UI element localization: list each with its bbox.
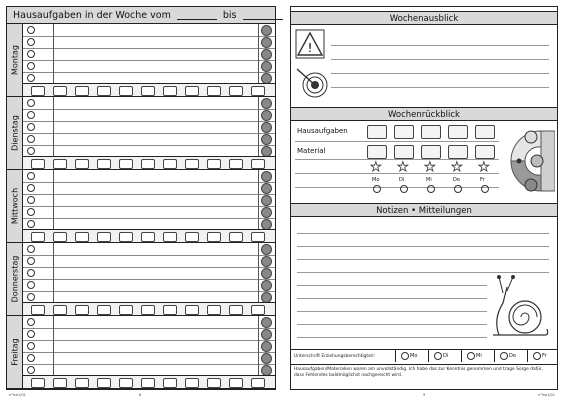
- star-icon[interactable]: ★: [424, 160, 436, 175]
- done-checkbox[interactable]: [27, 318, 35, 326]
- attention-icon: [295, 29, 325, 59]
- column-line: [258, 109, 259, 121]
- done-checkbox[interactable]: [27, 147, 35, 155]
- column-line: [53, 97, 54, 109]
- column-line: [53, 316, 54, 328]
- done-checkbox[interactable]: [27, 50, 35, 58]
- week-from-field[interactable]: [177, 11, 217, 20]
- day-block: [7, 24, 275, 97]
- done-checkbox[interactable]: [27, 269, 35, 277]
- material-icon[interactable]: [141, 305, 155, 315]
- done-checkbox[interactable]: [27, 123, 35, 131]
- note-line[interactable]: [297, 246, 549, 247]
- material-icon[interactable]: [141, 86, 155, 96]
- column-line: [53, 328, 54, 340]
- material-icon[interactable]: [31, 305, 45, 315]
- wochenausblick-title: Wochenausblick: [389, 14, 459, 24]
- material-icon[interactable]: [141, 159, 155, 169]
- column-line: [258, 340, 259, 352]
- weekday-circle[interactable]: [373, 185, 381, 193]
- done-checkbox[interactable]: [27, 330, 35, 338]
- done-checkbox[interactable]: [27, 172, 35, 180]
- material-icon[interactable]: [31, 378, 45, 388]
- star-icon[interactable]: ★: [370, 160, 382, 175]
- material-icon[interactable]: [53, 86, 67, 96]
- column-line: [53, 255, 54, 267]
- ausblick-line[interactable]: [331, 87, 549, 88]
- material-icon[interactable]: [185, 305, 199, 315]
- material-icon[interactable]: [119, 378, 133, 388]
- column-line: [53, 243, 54, 255]
- weekday-circle[interactable]: [427, 185, 435, 193]
- material-icon[interactable]: [97, 232, 111, 242]
- column-line: [53, 267, 54, 279]
- column-line: [258, 48, 259, 60]
- signature-day-option[interactable]: [395, 350, 429, 362]
- day-label: [7, 316, 23, 388]
- wochenausblick-heading: [291, 11, 557, 25]
- done-checkbox[interactable]: [27, 281, 35, 289]
- column-line: [258, 267, 259, 279]
- done-checkbox[interactable]: [27, 62, 35, 70]
- column-line: [53, 109, 54, 121]
- day-name: Dienstag: [10, 115, 19, 151]
- material-icon[interactable]: [75, 305, 89, 315]
- signature-day-label: Fr: [542, 353, 547, 359]
- day-label: [7, 97, 23, 169]
- material-icon[interactable]: [229, 232, 243, 242]
- done-checkbox[interactable]: [27, 342, 35, 350]
- book-icon: [394, 125, 414, 139]
- row-label-material: Material: [297, 147, 326, 155]
- column-line: [258, 243, 259, 255]
- note-line[interactable]: [297, 337, 487, 338]
- star-icon[interactable]: ★: [451, 160, 463, 175]
- material-icon[interactable]: [141, 378, 155, 388]
- material-icon[interactable]: [229, 159, 243, 169]
- signature-row: [291, 349, 557, 365]
- smiley-icon: [261, 207, 272, 218]
- material-icon[interactable]: [251, 232, 265, 242]
- material-icon[interactable]: [185, 86, 199, 96]
- footer-code-left: n°hw1/01: [9, 393, 26, 397]
- day-name: Freitag: [10, 338, 19, 366]
- smiley-icon: [261, 244, 272, 255]
- material-icons-row: [23, 156, 275, 169]
- smiley-icon: [261, 134, 272, 145]
- column-line: [53, 48, 54, 60]
- material-icon[interactable]: [75, 232, 89, 242]
- material-icon[interactable]: [229, 86, 243, 96]
- material-icon[interactable]: [53, 159, 67, 169]
- material-icon[interactable]: [229, 305, 243, 315]
- smiley-icon: [261, 171, 272, 182]
- smiley-icon: [261, 329, 272, 340]
- day-name: Donnerstag: [10, 255, 19, 303]
- week-title: Hausaufgaben in der Woche vom: [13, 10, 171, 21]
- material-icon[interactable]: [31, 86, 45, 96]
- note-line[interactable]: [297, 233, 549, 234]
- day-name: Montag: [10, 45, 19, 75]
- material-icons-row: [23, 83, 275, 96]
- smiley-icon: [261, 37, 272, 48]
- column-line: [258, 60, 259, 72]
- material-icon[interactable]: [163, 232, 177, 242]
- signature-day-circle[interactable]: [401, 352, 409, 360]
- page-number-right: 9: [423, 393, 426, 397]
- smiley-icon: [261, 98, 272, 109]
- ausblick-line[interactable]: [331, 73, 549, 74]
- signature-day-circle[interactable]: [533, 352, 541, 360]
- signature-day-label: Mi: [476, 353, 482, 359]
- material-icon[interactable]: [163, 378, 177, 388]
- column-line: [258, 170, 259, 182]
- done-checkbox[interactable]: [27, 38, 35, 46]
- day-block: [7, 97, 275, 170]
- material-icon[interactable]: [97, 159, 111, 169]
- column-line: [53, 206, 54, 218]
- column-line: [53, 36, 54, 48]
- material-icon[interactable]: [251, 378, 265, 388]
- pencil-case-icon: [394, 145, 414, 159]
- target-icon: [295, 65, 329, 99]
- smiley-icon: [261, 25, 272, 36]
- material-icon[interactable]: [251, 86, 265, 96]
- star-icon[interactable]: ★: [478, 160, 490, 175]
- material-icon[interactable]: [119, 305, 133, 315]
- material-icon[interactable]: [119, 159, 133, 169]
- column-line: [258, 194, 259, 206]
- done-checkbox[interactable]: [27, 354, 35, 362]
- wochenrueckblick-title: Wochenrückblick: [388, 110, 460, 120]
- done-checkbox[interactable]: [27, 99, 35, 107]
- smiley-icon: [261, 317, 272, 328]
- material-icon[interactable]: [207, 232, 221, 242]
- column-line: [53, 352, 54, 364]
- done-checkbox[interactable]: [27, 135, 35, 143]
- material-icons-row: [23, 229, 275, 242]
- column-line: [53, 182, 54, 194]
- note-line[interactable]: [297, 311, 487, 312]
- material-icon[interactable]: [97, 378, 111, 388]
- material-icons-row: [23, 302, 275, 315]
- signature-day-option[interactable]: [461, 350, 495, 362]
- material-icon[interactable]: [207, 86, 221, 96]
- material-icon[interactable]: [53, 232, 67, 242]
- material-icon[interactable]: [207, 159, 221, 169]
- weekday-label: Do: [453, 177, 460, 183]
- footer-code-right: n°hw1/01: [538, 393, 555, 397]
- smiley-icon: [261, 280, 272, 291]
- material-icon[interactable]: [97, 305, 111, 315]
- smiley-icon: [261, 353, 272, 364]
- day-block: [7, 170, 275, 243]
- row-label-hausaufgaben: Hausaufgaben: [297, 127, 348, 135]
- day-name: Mittwoch: [10, 187, 19, 225]
- material-icon[interactable]: [141, 232, 155, 242]
- note-line[interactable]: [297, 285, 487, 286]
- smiley-icon: [261, 183, 272, 194]
- material-icon[interactable]: [53, 378, 67, 388]
- column-line: [258, 352, 259, 364]
- material-icons-row: [23, 375, 275, 388]
- material-icon[interactable]: [75, 159, 89, 169]
- weekday-circle[interactable]: [400, 185, 408, 193]
- done-checkbox[interactable]: [27, 366, 35, 374]
- pencil-case-icon: [448, 145, 468, 159]
- weekday-label: Fr: [480, 177, 485, 183]
- column-line: [258, 36, 259, 48]
- material-icon[interactable]: [163, 86, 177, 96]
- done-checkbox[interactable]: [27, 111, 35, 119]
- weekday-label: Mo: [372, 177, 380, 183]
- column-line: [258, 279, 259, 291]
- column-line: [258, 133, 259, 145]
- signature-label: Unterschrift Erziehungsberechtigte/r:: [294, 354, 376, 359]
- material-icon[interactable]: [75, 378, 89, 388]
- week-header: [7, 7, 275, 24]
- smiley-icon: [261, 341, 272, 352]
- weekday-label: Di: [399, 177, 405, 183]
- day-block: [7, 316, 275, 389]
- column-line: [258, 328, 259, 340]
- signature-day-option[interactable]: [428, 350, 462, 362]
- ausblick-line[interactable]: [331, 45, 549, 46]
- book-icon: [448, 125, 468, 139]
- smiley-icon: [261, 256, 272, 267]
- column-line: [258, 24, 259, 36]
- done-checkbox[interactable]: [27, 220, 35, 228]
- left-page: [6, 6, 276, 397]
- material-icon[interactable]: [119, 86, 133, 96]
- material-icon[interactable]: [207, 305, 221, 315]
- column-line: [258, 97, 259, 109]
- done-checkbox[interactable]: [27, 74, 35, 82]
- material-icon[interactable]: [31, 232, 45, 242]
- column-line: [53, 340, 54, 352]
- signature-day-circle[interactable]: [500, 352, 508, 360]
- weekday-circle[interactable]: [454, 185, 462, 193]
- material-icon[interactable]: [185, 232, 199, 242]
- pencil-case-icon: [367, 145, 387, 159]
- note-line[interactable]: [297, 259, 549, 260]
- column-line: [53, 133, 54, 145]
- smiley-icon: [261, 122, 272, 133]
- material-icon[interactable]: [185, 159, 199, 169]
- column-line: [53, 170, 54, 182]
- material-icon[interactable]: [31, 159, 45, 169]
- week-bis-label: bis: [222, 10, 237, 21]
- column-line: [53, 121, 54, 133]
- column-line: [258, 206, 259, 218]
- done-checkbox[interactable]: [27, 245, 35, 253]
- material-icon[interactable]: [207, 378, 221, 388]
- material-icon[interactable]: [97, 86, 111, 96]
- svg-text:!: !: [307, 41, 313, 55]
- day-block: [7, 243, 275, 316]
- right-page: [290, 6, 558, 397]
- week-to-field[interactable]: [243, 11, 283, 20]
- note-line[interactable]: [297, 298, 487, 299]
- done-checkbox[interactable]: [27, 293, 35, 301]
- done-checkbox[interactable]: [27, 208, 35, 216]
- material-icon[interactable]: [185, 378, 199, 388]
- signature-day-option[interactable]: [494, 350, 528, 362]
- column-line: [53, 24, 54, 36]
- book-icon: [367, 125, 387, 139]
- column-line: [258, 121, 259, 133]
- signature-day-circle[interactable]: [467, 352, 475, 360]
- ausblick-line[interactable]: [331, 59, 549, 60]
- row-divider: [295, 187, 499, 188]
- column-line: [258, 255, 259, 267]
- smiley-icon: [261, 49, 272, 60]
- done-checkbox[interactable]: [27, 26, 35, 34]
- weekday-circle[interactable]: [481, 185, 489, 193]
- signature-day-circle[interactable]: [434, 352, 442, 360]
- column-line: [53, 279, 54, 291]
- smiley-icon: [261, 61, 272, 72]
- book-icon: [421, 125, 441, 139]
- snail-icon: [489, 273, 551, 343]
- column-line: [53, 194, 54, 206]
- material-icon[interactable]: [75, 86, 89, 96]
- material-icon[interactable]: [229, 378, 243, 388]
- day-label: [7, 170, 23, 242]
- book-icon: [475, 125, 495, 139]
- done-checkbox[interactable]: [27, 184, 35, 192]
- column-line: [258, 182, 259, 194]
- signature-note: Hausaufgaben/Materialien waren am unvollständig. Ich habe das zur Kenntnis genommen und trage Sorge dafür, dass Fehlendes baldmöglichst nachgereicht wird.: [294, 367, 544, 378]
- smiley-icon: [261, 110, 272, 121]
- wochenrueckblick-heading: [291, 107, 557, 121]
- smiley-icon: [261, 268, 272, 279]
- smiley-icon: [261, 195, 272, 206]
- signature-day-label: Do: [509, 353, 516, 359]
- day-label: [7, 243, 23, 315]
- column-line: [258, 316, 259, 328]
- signature-day-label: Di: [443, 353, 449, 359]
- pencil-case-icon: [475, 145, 495, 159]
- pencil-case-icon: [421, 145, 441, 159]
- material-icon[interactable]: [251, 305, 265, 315]
- signature-day-option[interactable]: [527, 350, 561, 362]
- material-icon[interactable]: [53, 305, 67, 315]
- column-line: [53, 60, 54, 72]
- day-label: [7, 24, 23, 96]
- row-divider: [295, 141, 499, 142]
- done-checkbox[interactable]: [27, 196, 35, 204]
- note-line[interactable]: [297, 324, 487, 325]
- notizen-title: Notizen • Mitteilungen: [376, 206, 472, 216]
- mood-scale: [503, 123, 555, 199]
- weekday-label: Mi: [426, 177, 432, 183]
- material-icon[interactable]: [163, 305, 177, 315]
- signature-day-label: Mo: [410, 353, 418, 359]
- material-icon[interactable]: [251, 159, 265, 169]
- done-checkbox[interactable]: [27, 257, 35, 265]
- star-icon[interactable]: ★: [397, 160, 409, 175]
- material-icon[interactable]: [163, 159, 177, 169]
- notizen-heading: [291, 203, 557, 217]
- material-icon[interactable]: [119, 232, 133, 242]
- page-number-left: 8: [139, 393, 142, 397]
